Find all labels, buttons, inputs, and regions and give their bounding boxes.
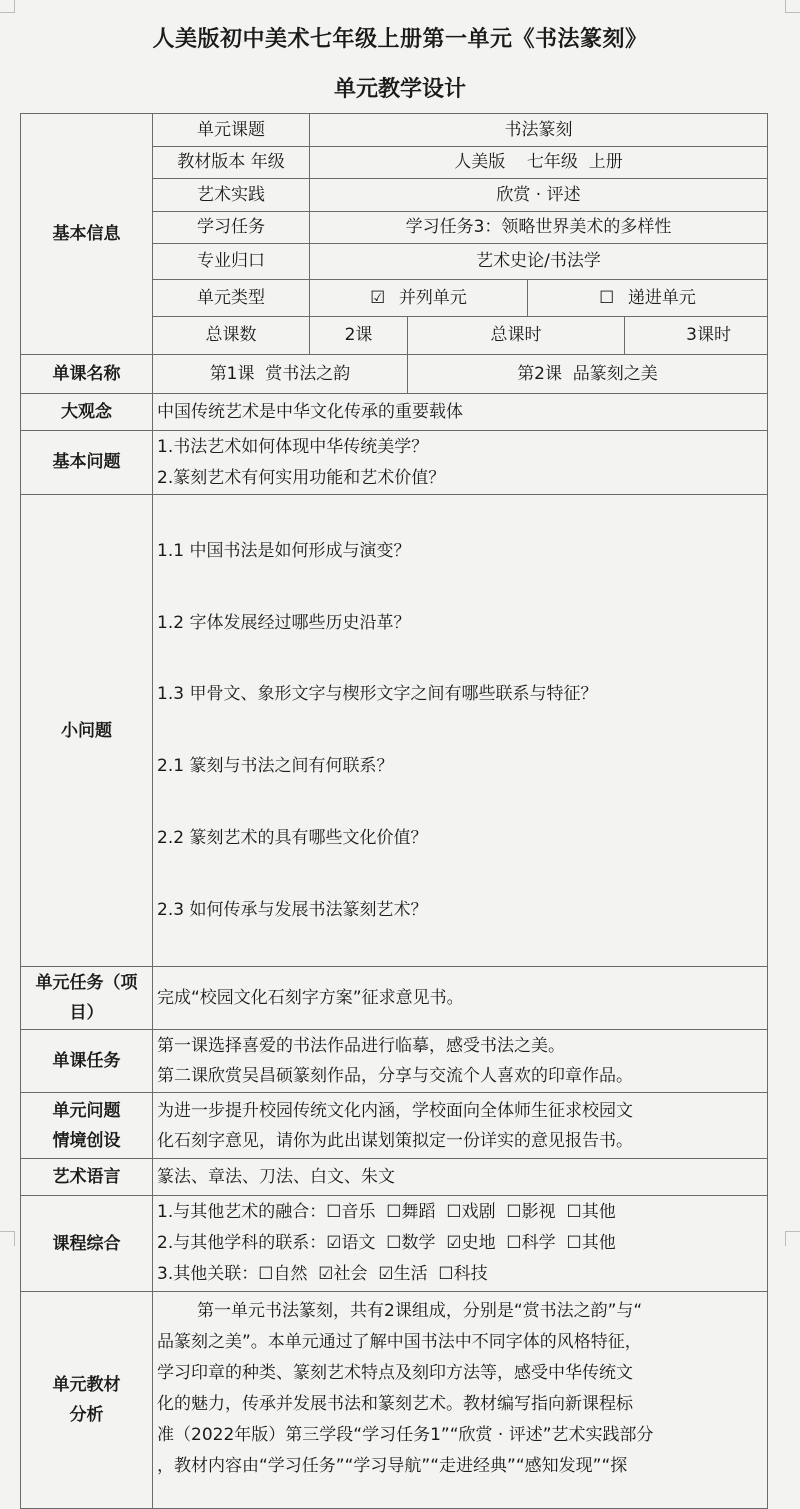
option-label: 科学: [521, 1233, 556, 1254]
checkbox-checked-icon[interactable]: ☑: [446, 1233, 462, 1254]
option-label: 其他: [581, 1202, 616, 1223]
unit-type-progressive[interactable]: [528, 280, 768, 317]
table-row: [21, 1196, 768, 1292]
list-item: 2.3 如何传承与发展书法篆刻艺术？: [157, 899, 428, 920]
option-label: 数学: [401, 1233, 436, 1254]
total-lessons-value: 2课: [310, 317, 408, 355]
checkbox-unchecked-icon[interactable]: ☐: [446, 1202, 462, 1223]
table-row: [21, 1093, 768, 1159]
page-corner-mark: [785, 0, 800, 13]
option-label: 递进单元: [627, 287, 696, 308]
small-questions-list: [153, 495, 768, 967]
text-line: 第一单元书法篆刻，共有2课组成，分别是“赏书法之韵”与“: [197, 1301, 643, 1322]
integration-options: [153, 1196, 768, 1292]
checkbox-unchecked-icon[interactable]: ☐: [258, 1264, 274, 1285]
list-item: 第二课欣赏吴昌硕篆刻作品，分享与交流个人喜欢的印章作品。: [157, 1066, 633, 1087]
list-item: 2.1 篆刻与书法之间有何联系？: [157, 756, 394, 777]
list-item: 1.3 甲骨文、象形文字与楔形文字之间有哪些联系与特征？: [157, 684, 598, 705]
text-line: 化的魅力，传承并发展书法和篆刻艺术。教材编写指向新课程标: [157, 1394, 633, 1415]
table-row: [21, 431, 768, 495]
checkbox-unchecked-icon[interactable]: ☐: [438, 1264, 454, 1285]
text-line: ，教材内容由“学习任务”“学习导航”“走进经典”“感知发现”“探: [157, 1456, 628, 1477]
unit-task-label: 单元任务（项目）: [21, 967, 153, 1030]
checkbox-unchecked-icon[interactable]: ☐: [506, 1233, 522, 1254]
option-label: 语文: [341, 1233, 376, 1254]
text-line: 为进一步提升校园传统文化内涵，学校面向全体师生征求校园文: [157, 1100, 633, 1121]
text-line: 准（2022年版）第三学段“学习任务1”“欣赏 · 评述”艺术实践部分: [157, 1425, 654, 1446]
page-corner-mark: [785, 1231, 800, 1246]
list-item: 1.2 字体发展经过哪些历史沿革？: [157, 612, 411, 633]
total-hours-label: 总课时: [408, 317, 625, 355]
label-line: 情境创设: [52, 1130, 121, 1151]
document-title: 人美版初中美术七年级上册第一单元《书法篆刻》: [152, 27, 648, 52]
checkbox-unchecked-icon[interactable]: ☐: [386, 1233, 402, 1254]
option-label: 自然: [273, 1264, 308, 1285]
scenario-label: [21, 1093, 153, 1159]
list-item: 2.2 篆刻艺术的具有哪些文化价值？: [157, 827, 428, 848]
basic-questions-label: 基本问题: [21, 431, 153, 495]
page-corner-mark: [0, 1231, 15, 1246]
group-prefix: 3.其他关联：: [157, 1264, 259, 1285]
unit-design-table: [20, 113, 768, 1509]
row-label: 单元课题: [153, 114, 310, 147]
lesson-2-name: 第2课 品篆刻之美: [408, 355, 768, 394]
checkbox-unchecked-icon[interactable]: ☐: [386, 1202, 402, 1223]
big-idea-value: 中国传统艺术是中华文化传承的重要载体: [153, 394, 768, 431]
row-label: 学习任务: [153, 212, 310, 244]
document-subtitle: 单元教学设计: [333, 77, 466, 102]
page-corner-mark: [0, 0, 15, 13]
text-line: 学习印章的种类、篆刻艺术特点及刻印方法等，感受中华传统文: [157, 1363, 633, 1384]
row-label: 专业归口: [153, 244, 310, 280]
list-item: 1.1 中国书法是如何形成与演变？: [157, 540, 411, 561]
list-item: 2.篆刻艺术有何实用功能和艺术价值？: [157, 467, 446, 488]
row-label: 总课数: [153, 317, 310, 355]
label-line: 单元教材: [52, 1375, 121, 1396]
group-prefix: 1.与其他艺术的融合：: [157, 1202, 327, 1223]
lesson-tasks-label: 单课任务: [21, 1030, 153, 1093]
row-label: 教材版本 年级: [153, 147, 310, 179]
basic-questions-list: [153, 431, 768, 495]
learning-task-value: 学习任务3：领略世界美术的多样性: [310, 212, 768, 244]
checkbox-checked-icon[interactable]: ☑: [370, 287, 386, 308]
integration-group-arts: [157, 1197, 763, 1228]
row-label: 单元类型: [153, 280, 310, 317]
table-row: [21, 114, 768, 147]
checkbox-checked-icon[interactable]: ☑: [378, 1264, 394, 1285]
checkbox-unchecked-icon[interactable]: ☐: [566, 1233, 582, 1254]
text-line: 化石刻字意见，请你为此出谋划策拟定一份详实的意见报告书。: [157, 1130, 633, 1151]
text-line: 品篆刻之美”。本单元通过了解中国书法中不同字体的风格特征，: [157, 1332, 642, 1353]
material-analysis-label: [21, 1292, 153, 1509]
checkbox-unchecked-icon[interactable]: ☐: [506, 1202, 522, 1223]
integration-group-other: [157, 1259, 763, 1290]
table-row: [21, 1030, 768, 1093]
table-row: [21, 394, 768, 431]
row-label: 艺术实践: [153, 179, 310, 212]
unit-task-value: 完成“校园文化石刻字方案”征求意见书。: [153, 967, 768, 1030]
art-language-label: 艺术语言: [21, 1159, 153, 1196]
option-label: 生活: [393, 1264, 428, 1285]
checkbox-unchecked-icon[interactable]: ☐: [326, 1202, 342, 1223]
table-row: [21, 1292, 768, 1509]
option-label: 社会: [333, 1264, 368, 1285]
lesson-tasks-list: [153, 1030, 768, 1093]
integration-group-subjects: [157, 1228, 763, 1259]
edition-grade-value: 人美版 七年级 上册: [310, 147, 768, 179]
discipline-value: 艺术史论/书法学: [310, 244, 768, 280]
table-row: [21, 967, 768, 1030]
label-line: 分析: [69, 1405, 104, 1426]
big-idea-label: 大观念: [21, 394, 153, 431]
checkbox-unchecked-icon[interactable]: ☐: [566, 1202, 582, 1223]
list-item: 第一课选择喜爱的书法作品进行临摹，感受书法之美。: [157, 1036, 565, 1057]
table-row: [21, 355, 768, 394]
table-row: [21, 495, 768, 967]
option-label: 科技: [453, 1264, 488, 1285]
unit-topic-value: 书法篆刻: [310, 114, 768, 147]
total-hours-value: 3课时: [625, 317, 768, 355]
option-label: 史地: [461, 1233, 496, 1254]
material-analysis-text: [153, 1292, 768, 1509]
list-item: 1.书法艺术如何体现中华传统美学？: [157, 436, 429, 457]
lesson-1-name: 第1课 赏书法之韵: [153, 355, 408, 394]
option-label: 戏剧: [461, 1202, 496, 1223]
group-prefix: 2.与其他学科的联系：: [157, 1233, 327, 1254]
integration-label: 课程综合: [21, 1196, 153, 1292]
small-questions-label: 小问题: [21, 495, 153, 967]
option-label: 音乐: [341, 1202, 376, 1223]
art-language-value: 篆法、章法、刀法、白文、朱文: [153, 1159, 768, 1196]
checkbox-checked-icon[interactable]: ☑: [318, 1264, 334, 1285]
option-label: 舞蹈: [401, 1202, 436, 1223]
table-row: [21, 1159, 768, 1196]
checkbox-unchecked-icon[interactable]: ☐: [599, 287, 615, 308]
option-label: 并列单元: [398, 287, 467, 308]
label-line: 单元问题: [52, 1100, 121, 1121]
option-label: 影视: [521, 1202, 556, 1223]
art-practice-value: 欣赏 · 评述: [310, 179, 768, 212]
option-label: 其他: [581, 1233, 616, 1254]
checkbox-checked-icon[interactable]: ☑: [326, 1233, 342, 1254]
scenario-text: [153, 1093, 768, 1159]
basic-info-label: 基本信息: [21, 114, 153, 355]
lesson-names-label: 单课名称: [21, 355, 153, 394]
unit-type-parallel[interactable]: [310, 280, 528, 317]
